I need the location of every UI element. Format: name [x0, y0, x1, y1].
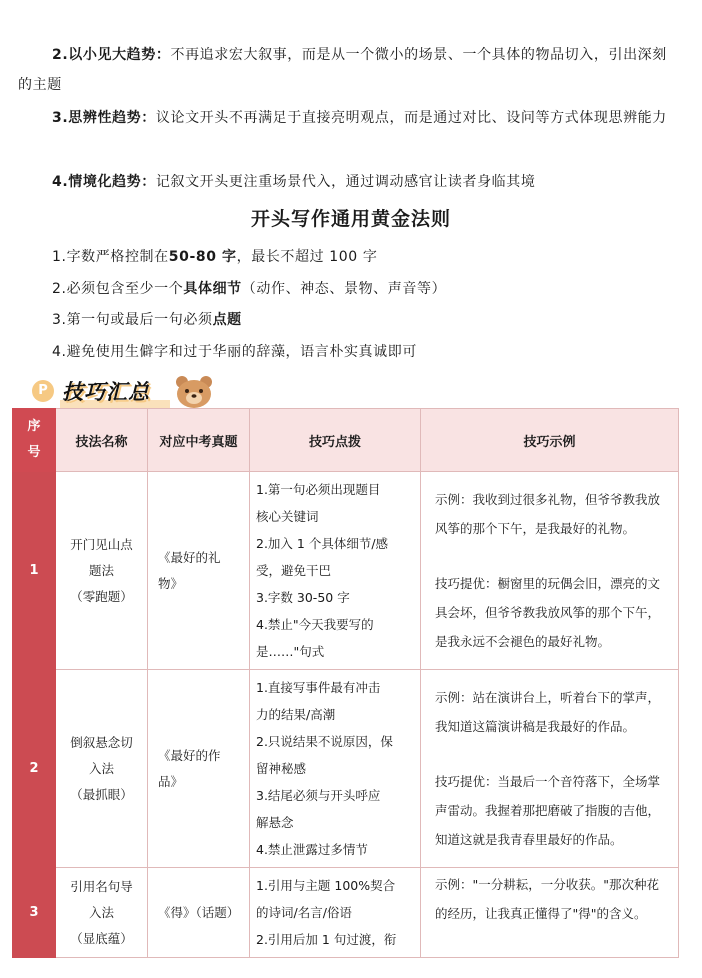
technique-tips: 1.引用与主题 100%契合 的诗词/名言/俗语 2.引用后加 1 句过渡，衔 [250, 868, 421, 958]
rule-1 [18, 242, 702, 272]
table-row [13, 472, 679, 670]
rule-emphasis: 具体细节 [183, 281, 242, 297]
rule-text: 必须包含至少一个 [66, 281, 184, 297]
rule-emphasis: 点题 [212, 312, 242, 328]
section-banner [26, 372, 216, 412]
header-index: 序号 [13, 409, 56, 472]
rule-text: 字数严格控制在 [66, 249, 169, 265]
technique-name: 引用名句导 入法 （显底蕴） [56, 868, 148, 958]
technique-name: 开门见山点 题法 （零跑题） [56, 472, 148, 670]
banner-title: 技巧汇总 [62, 380, 150, 404]
rule-3 [18, 305, 702, 335]
rule-text: 避免使用生僻字和过于华丽的辞藻，语言朴实真诚即可 [66, 344, 417, 360]
table-header-row [13, 409, 679, 472]
trend-3 [18, 103, 678, 133]
trend-2 [18, 40, 678, 100]
trend-text: 不再追求宏大叙事，而是从一个微小的场景、一个具体的物品切入，引出深刻的主题 [18, 47, 667, 93]
rule-number: 3. [52, 312, 67, 328]
trend-number: 3. [52, 110, 69, 126]
exam-question: 《最好的作 品》 [148, 670, 250, 868]
trend-sep: ： [141, 174, 156, 190]
exam-question: 《得》（话题） [148, 868, 250, 958]
techniques-table [12, 408, 679, 958]
trend-sep: ： [155, 47, 171, 63]
technique-tips: 1.直接写事件最有冲击 力的结果/高潮 2.只说结果不说原因，保 留神秘感 3.结尾必须与开头呼应 解悬念 4.禁止泄露过多情节 [250, 670, 421, 868]
trend-sep: ： [141, 110, 156, 126]
rule-2 [18, 274, 702, 304]
trend-title: 思辨性趋势 [68, 110, 142, 126]
trend-title: 以小见大趋势 [68, 47, 156, 63]
technique-example: 示例：我收到过很多礼物，但爷爷教我放 风筝的那个下午，是我最好的礼物。 技巧提优：橱窗里的玩偶会旧，漂亮的文 具会坏，但爷爷教我放风筝的那个下午， 是我永远不会褪色的最好礼物。 [421, 472, 679, 670]
technique-example: 示例："一分耕耘，一分收获。"那次种花 的经历，让我真正懂得了"得"的含义。 [421, 868, 679, 958]
rule-text-tail: （动作、神态、景物、声音等） [241, 281, 447, 297]
row-index: 3 [13, 868, 56, 958]
rules-heading: 开头写作通用黄金法则 [250, 208, 451, 230]
rule-text-tail: ，最长不超过 100 字 [236, 249, 378, 265]
rule-number: 4. [52, 344, 67, 360]
trend-4 [18, 167, 678, 197]
trend-number: 2. [52, 47, 69, 63]
header-tips: 技巧点拨 [250, 409, 421, 472]
rule-4 [18, 337, 702, 367]
technique-name: 倒叙悬念切 入法 （最抓眼） [56, 670, 148, 868]
bear-mascot-icon [172, 374, 216, 410]
exam-question: 《最好的礼 物》 [148, 472, 250, 670]
trend-text: 议论文开头不再满足于直接亮明观点，而是通过对比、设问等方式体现思辨能力 [155, 110, 667, 126]
header-question: 对应中考真题 [148, 409, 250, 472]
header-example: 技巧示例 [421, 409, 679, 472]
rule-number: 2. [52, 281, 67, 297]
trend-text: 记叙文开头更注重场景代入，通过调动感官让读者身临其境 [155, 174, 536, 190]
table-row [13, 670, 679, 868]
row-index: 1 [13, 472, 56, 670]
logo-badge: P [32, 380, 54, 402]
trend-number: 4. [52, 174, 69, 190]
rule-emphasis: 50-80 字 [168, 249, 237, 265]
table-row [13, 868, 679, 958]
rule-text: 第一句或最后一句必须 [66, 312, 213, 328]
technique-example: 示例：站在演讲台上，听着台下的掌声， 我知道这篇演讲稿是我最好的作品。 技巧提优：当最后一个音符落下，全场掌 声雷动。我握着那把磨破了指腹的吉他， 知道这就是我青春里最好的作品。 [421, 670, 679, 868]
rule-number: 1. [52, 249, 67, 265]
row-index: 2 [13, 670, 56, 868]
header-name: 技法名称 [56, 409, 148, 472]
technique-tips: 1.第一句必须出现题目 核心关键词 2.加入 1 个具体细节/感 受，避免干巴 3.字数 30-50 字 4.禁止"今天我要写的 是……"句式 [250, 472, 421, 670]
trend-title: 情境化趋势 [68, 174, 142, 190]
